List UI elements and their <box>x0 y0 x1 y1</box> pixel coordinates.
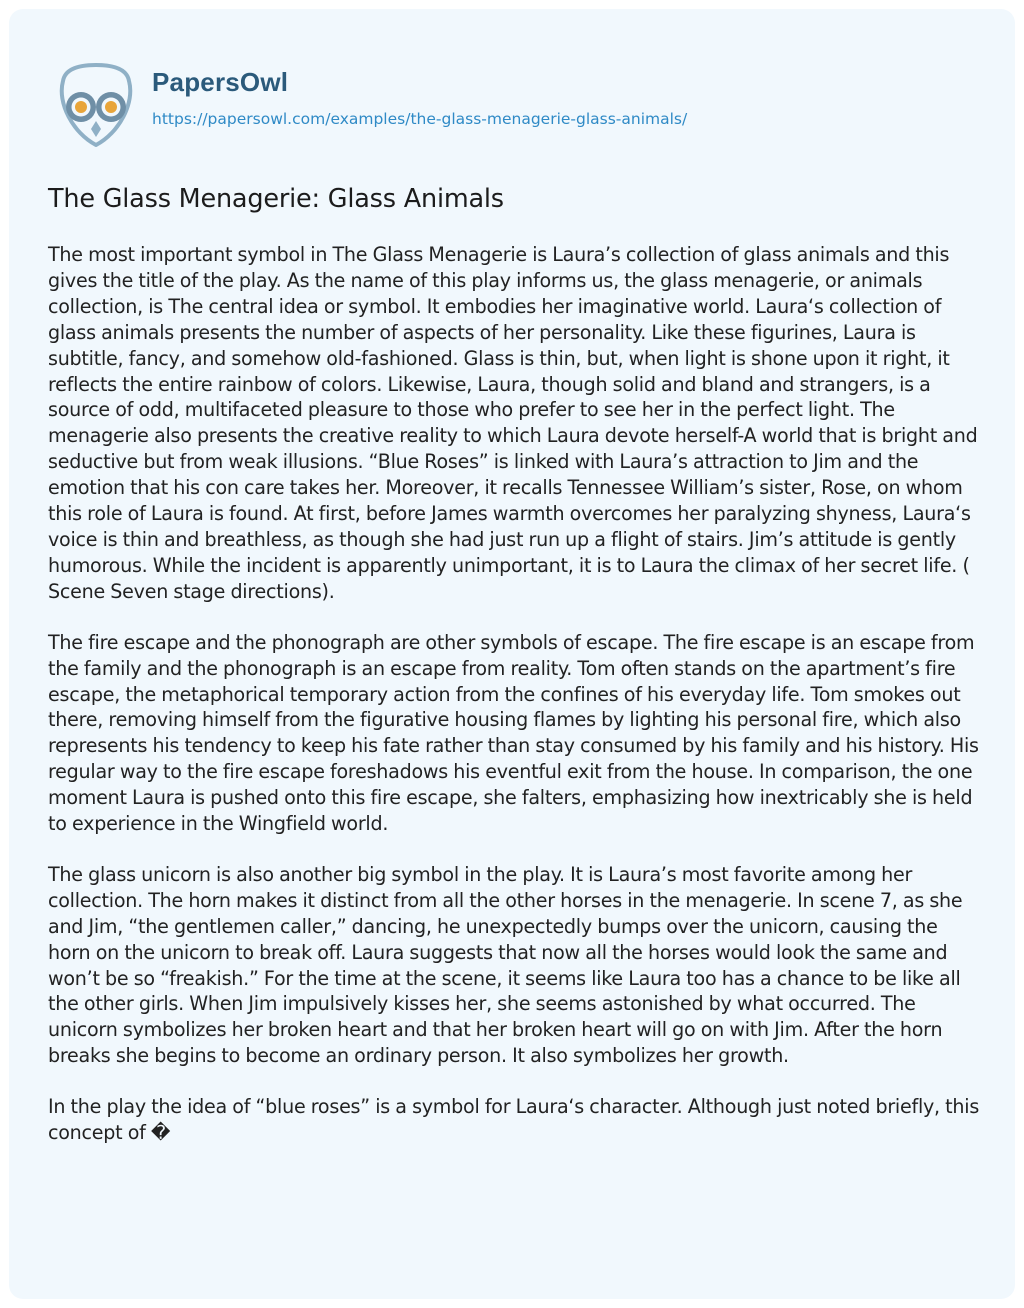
source-url[interactable]: https://papersowl.com/examples/the-glass-menagerie-glass-animals/ <box>152 110 688 128</box>
essay-title: The Glass Menagerie: Glass Animals <box>48 184 504 214</box>
essay-paragraph: The fire escape and the phonograph are other symbols of escape. The fire escape is an escape from the family and the phonograph is an escape from reality. Tom often stands on the apartment’s fire escape, the metaphorical temporary action from the confines of his everyday life. Tom smokes out there, removing himself from the figurative housing flames by lighting his personal fire, which also represents his tendency to keep his fate rather than stay consumed by his family and his history. His regular way to the fire escape foreshadows his eventful exit from the house. In comparison, the one moment Laura is pushed onto this fire escape, she falters, emphasizing how inextricably she is held to experience in the Wingfield world. <box>48 630 979 836</box>
essay-body <box>48 242 980 1171</box>
brand-name[interactable]: PapersOwl <box>152 67 289 97</box>
owl-logo-icon <box>49 63 143 147</box>
document-page <box>9 9 1015 1299</box>
essay-paragraph: The most important symbol in The Glass Menagerie is Laura’s collection of glass animals and this gives the title of the play. As the name of this play informs us, the glass menagerie, or animals collection, is The central idea or symbol. It embodies her imaginative world. Laura‘s collection of glass animals presents the number of aspects of her personality. Like these figurines, Laura is subtitle, fancy, and somehow old-fashioned. Glass is thin, but, when light is shone upon it right, it reflects the entire rainbow of colors. Likewise, Laura, though solid and bland and strangers, is a source of odd, multifaceted pleasure to those who prefer to see her in the perfect light. The menagerie also presents the creative reality to which Laura devote herself-A world that is bright and seductive but from weak illusions. “Blue Roses” is linked with Laura’s attraction to Jim and the emotion that his con care takes her. Moreover, it recalls Tennessee William’s sister, Rose, on whom this role of Laura is found. At first, before James warmth overcomes her paralyzing shyness, Laura‘s voice is thin and breathless, as though she had just run up a flight of stairs. Jim’s attitude is gently humorous. While the incident is apparently unimportant, it is to Laura the climax of her secret life. ( Scene Seven stage directions). <box>48 243 978 603</box>
essay-paragraph: In the play the idea of “blue roses” is a symbol for Laura‘s character. Although just noted briefly, this concept of � <box>48 1095 980 1145</box>
essay-paragraph: The glass unicorn is also another big symbol in the play. It is Laura’s most favorite among her collection. The horn makes it distinct from all the other horses in the menagerie. In scene 7, as she and Jim, “the gentlemen caller,” dancing, he unexpectedly bumps over the unicorn, causing the horn on the unicorn to break off. Laura suggests that now all the horses would look the same and won’t be so “freakish.” For the time at the scene, it seems like Laura too has a chance to be like all the other girls. When Jim impulsively kisses her, she seems astonished by what occurred. The unicorn symbolizes her broken heart and that her broken heart will go on with Jim. After the horn breaks she begins to become an ordinary person. It also symbolizes her growth. <box>48 862 963 1068</box>
site-header <box>49 63 989 143</box>
